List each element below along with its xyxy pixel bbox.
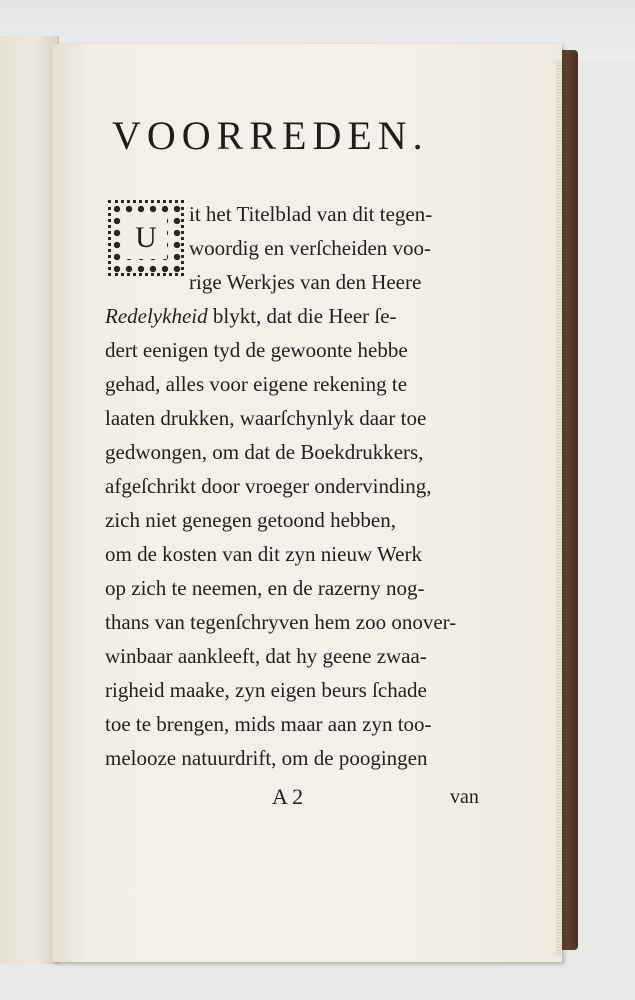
ornamental-drop-cap [108,200,184,276]
text-line-with-italic [105,304,397,329]
text-line-rest: blykt, dat die Heer ſe- [212,304,397,328]
left-page [0,36,59,964]
drop-cap-letter: U [125,217,167,259]
catchword: van [450,786,479,808]
text-line: it het Titelblad van dit tegen- [189,202,433,226]
page-title: VOORREDEN. [112,113,429,158]
italic-name: Redelykheid [105,304,208,328]
book-page [52,44,562,962]
text-line: melooze natuurdrift, om de poogingen [105,746,428,770]
text-line: gehad, alles voor eigene rekening te [105,372,408,396]
text-line: op zich te neemen, en de razerny nog- [105,576,425,600]
text-line: righeid maake, zyn eigen beurs ſchade [105,678,427,702]
text-line: afgeſchrikt door vroeger ondervinding, [105,474,432,498]
text-line: gedwongen, om dat de Boekdrukkers, [105,440,424,464]
text-line: toe te brengen, mids maar aan zyn too- [105,712,432,736]
text-line: woordig en verſcheiden voo- [189,236,432,260]
text-line: zich niet genegen getoond hebben, [105,508,396,532]
text-line: winbaar aankleeft, dat hy geene zwaa- [105,644,427,668]
text-line: om de kosten van dit zyn nieuw Werk [105,542,422,566]
signature-mark: A 2 [272,784,304,809]
text-line: thans van tegenſchryven hem zoo onover- [105,610,457,634]
text-line: rige Werkjes van den Heere [189,270,422,294]
page-edge [556,60,562,956]
text-line: dert eenigen tyd de gewoonte hebbe [105,338,408,362]
text-line: laaten drukken, waarſchynlyk daar toe [105,406,427,430]
